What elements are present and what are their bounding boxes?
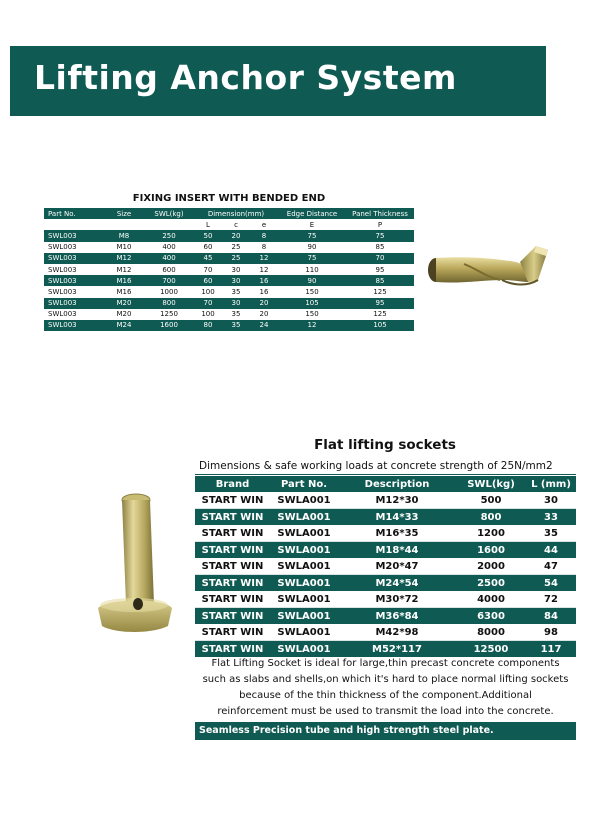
- table-cell: SWL003: [44, 230, 104, 241]
- table-cell: M20*47: [338, 558, 456, 575]
- table-cell: 75: [278, 230, 346, 241]
- page-title: Lifting Anchor System: [34, 58, 457, 97]
- table-cell: 1200: [456, 525, 526, 542]
- table-cell: SWL003: [44, 264, 104, 275]
- table-cell: 2000: [456, 558, 526, 575]
- table-cell: 500: [456, 492, 526, 509]
- table-cell: M20: [104, 298, 144, 309]
- table-cell: M16: [104, 275, 144, 286]
- divider: [195, 474, 576, 475]
- table-cell: 100: [194, 286, 222, 297]
- table-cell: M16*35: [338, 525, 456, 542]
- table-row: [195, 509, 576, 526]
- table-cell: 800: [144, 298, 194, 309]
- table-cell: SWL003: [44, 298, 104, 309]
- table-row: [195, 624, 576, 641]
- table-cell: SWL003: [44, 320, 104, 331]
- table-cell: 117: [526, 641, 576, 658]
- table-cell: M18*44: [338, 542, 456, 559]
- col-size: Size: [104, 208, 144, 219]
- table-cell: START WIN: [195, 591, 270, 608]
- table-cell: 30: [222, 298, 250, 309]
- table-cell: M52*117: [338, 641, 456, 658]
- table-cell: M10: [104, 242, 144, 253]
- table-header-row: [195, 476, 576, 492]
- table-cell: 125: [346, 309, 414, 320]
- table-cell: 6300: [456, 608, 526, 625]
- table-row: [195, 591, 576, 608]
- col-brand: Brand: [195, 476, 270, 492]
- description-line: because of the thin thickness of the component.Additional: [239, 690, 532, 701]
- col-dimension: Dimension(mm): [194, 208, 278, 219]
- sub-L: L: [194, 219, 222, 230]
- table-row: [195, 575, 576, 592]
- table-row: [195, 558, 576, 575]
- sub-c: c: [222, 219, 250, 230]
- table-cell: 35: [222, 309, 250, 320]
- table-cell: 72: [526, 591, 576, 608]
- table-cell: M24*54: [338, 575, 456, 592]
- sub-e: e: [250, 219, 278, 230]
- table-cell: M42*98: [338, 624, 456, 641]
- table-cell: 1600: [144, 320, 194, 331]
- table-cell: 95: [346, 298, 414, 309]
- table-cell: 54: [526, 575, 576, 592]
- description-line: reinforcement must be used to transmit the load into the concrete.: [217, 706, 554, 717]
- table-cell: SWLA001: [270, 575, 338, 592]
- table-cell: 98: [526, 624, 576, 641]
- table-header-row: [44, 208, 414, 219]
- table-cell: 30: [222, 264, 250, 275]
- table-cell: 1250: [144, 309, 194, 320]
- table-cell: 70: [194, 298, 222, 309]
- table-row: [44, 264, 414, 275]
- table-cell: 250: [144, 230, 194, 241]
- col-length: L (mm): [526, 476, 576, 492]
- table-cell: 105: [278, 298, 346, 309]
- table-cell: 800: [456, 509, 526, 526]
- table-cell: SWLA001: [270, 558, 338, 575]
- col-swl: SWL(kg): [456, 476, 526, 492]
- table-cell: 150: [278, 309, 346, 320]
- table-row: [44, 253, 414, 264]
- table-row: [195, 492, 576, 509]
- table-cell: 30: [526, 492, 576, 509]
- flat-sockets-table: [195, 476, 576, 657]
- table-cell: 20: [250, 298, 278, 309]
- fixing-insert-table: [44, 208, 414, 331]
- table-cell: 90: [278, 275, 346, 286]
- table-cell: START WIN: [195, 492, 270, 509]
- table-cell: 20: [222, 230, 250, 241]
- table-cell: 84: [526, 608, 576, 625]
- table-cell: 85: [346, 242, 414, 253]
- table-cell: 35: [222, 286, 250, 297]
- table-row: [44, 298, 414, 309]
- description-line: such as slabs and shells,on which it's hard to place normal lifting sockets: [202, 674, 569, 685]
- table-cell: M14*33: [338, 509, 456, 526]
- table-cell: M36*84: [338, 608, 456, 625]
- table-cell: 35: [222, 320, 250, 331]
- table-cell: START WIN: [195, 624, 270, 641]
- table-row: [44, 275, 414, 286]
- table-row: [44, 320, 414, 331]
- table-cell: 16: [250, 275, 278, 286]
- table-cell: M20: [104, 309, 144, 320]
- col-part-no: Part No.: [44, 208, 104, 219]
- fixing-insert-title: FIXING INSERT WITH BENDED END: [132, 193, 326, 204]
- table-cell: 85: [346, 275, 414, 286]
- col-description: Description: [338, 476, 456, 492]
- flat-socket-image: [92, 486, 172, 646]
- table-row: [195, 525, 576, 542]
- table-cell: SWL003: [44, 242, 104, 253]
- table-cell: SWLA001: [270, 624, 338, 641]
- socket-description: [195, 656, 576, 720]
- table-cell: 25: [222, 253, 250, 264]
- table-cell: M30*72: [338, 591, 456, 608]
- table-cell: 50: [194, 230, 222, 241]
- table-cell: 1000: [144, 286, 194, 297]
- table-cell: 47: [526, 558, 576, 575]
- table-cell: SWL003: [44, 309, 104, 320]
- table-cell: START WIN: [195, 575, 270, 592]
- table-cell: M8: [104, 230, 144, 241]
- table-cell: SWLA001: [270, 492, 338, 509]
- bended-insert-image: [424, 240, 564, 320]
- col-edge: Edge Distance: [278, 208, 346, 219]
- table-cell: SWLA001: [270, 509, 338, 526]
- table-cell: SWLA001: [270, 542, 338, 559]
- table-cell: 12: [250, 264, 278, 275]
- table-cell: 400: [144, 253, 194, 264]
- table-cell: 12500: [456, 641, 526, 658]
- table-cell: 44: [526, 542, 576, 559]
- table-cell: 1600: [456, 542, 526, 559]
- table-row: [44, 309, 414, 320]
- table-cell: 25: [222, 242, 250, 253]
- table-cell: 105: [346, 320, 414, 331]
- table-cell: 150: [278, 286, 346, 297]
- table-cell: START WIN: [195, 641, 270, 658]
- col-part-no: Part No.: [270, 476, 338, 492]
- table-cell: 16: [250, 286, 278, 297]
- table-cell: 45: [194, 253, 222, 264]
- table-cell: SWLA001: [270, 525, 338, 542]
- table-cell: 600: [144, 264, 194, 275]
- table-cell: 12: [250, 253, 278, 264]
- table-cell: START WIN: [195, 542, 270, 559]
- table-cell: 90: [278, 242, 346, 253]
- table-row: [44, 242, 414, 253]
- description-line: Flat Lifting Socket is ideal for large,thin precast concrete components: [211, 658, 560, 669]
- table-cell: 700: [144, 275, 194, 286]
- table-cell: M12: [104, 253, 144, 264]
- sub-P: P: [346, 219, 414, 230]
- table-cell: 20: [250, 309, 278, 320]
- table-row: [195, 641, 576, 658]
- table-cell: 60: [194, 242, 222, 253]
- table-cell: 33: [526, 509, 576, 526]
- table-row: [195, 542, 576, 559]
- table-cell: SWL003: [44, 286, 104, 297]
- table-cell: M12: [104, 264, 144, 275]
- table-cell: 100: [194, 309, 222, 320]
- table-cell: 125: [346, 286, 414, 297]
- col-swl: SWL(kg): [144, 208, 194, 219]
- table-cell: 4000: [456, 591, 526, 608]
- table-cell: SWLA001: [270, 591, 338, 608]
- col-panel: Panel Thickness: [346, 208, 414, 219]
- table-cell: 95: [346, 264, 414, 275]
- table-cell: 8: [250, 230, 278, 241]
- table-cell: START WIN: [195, 558, 270, 575]
- table-cell: SWL003: [44, 253, 104, 264]
- sub-E: E: [278, 219, 346, 230]
- table-cell: START WIN: [195, 525, 270, 542]
- table-row: [44, 286, 414, 297]
- table-cell: 70: [194, 264, 222, 275]
- table-cell: 75: [278, 253, 346, 264]
- table-cell: 80: [194, 320, 222, 331]
- table-cell: 35: [526, 525, 576, 542]
- table-cell: M16: [104, 286, 144, 297]
- flat-sockets-title: Flat lifting sockets: [314, 437, 456, 453]
- table-cell: M12*30: [338, 492, 456, 509]
- table-cell: 70: [346, 253, 414, 264]
- table-cell: M24: [104, 320, 144, 331]
- table-cell: 30: [222, 275, 250, 286]
- table-subheader-row: [44, 219, 414, 230]
- table-cell: 8: [250, 242, 278, 253]
- table-row: [44, 230, 414, 241]
- table-cell: 400: [144, 242, 194, 253]
- flat-sockets-subtitle: Dimensions & safe working loads at concrete strength of 25N/mm2: [199, 460, 553, 472]
- table-cell: 24: [250, 320, 278, 331]
- table-cell: 2500: [456, 575, 526, 592]
- table-cell: 75: [346, 230, 414, 241]
- table-cell: 110: [278, 264, 346, 275]
- table-cell: START WIN: [195, 608, 270, 625]
- table-cell: START WIN: [195, 509, 270, 526]
- table-cell: SWLA001: [270, 608, 338, 625]
- table-cell: SWL003: [44, 275, 104, 286]
- table-cell: SWLA001: [270, 641, 338, 658]
- table-cell: 12: [278, 320, 346, 331]
- table-row: [195, 608, 576, 625]
- material-footer: Seamless Precision tube and high strength steel plate.: [195, 722, 576, 740]
- table-cell: 8000: [456, 624, 526, 641]
- table-cell: 60: [194, 275, 222, 286]
